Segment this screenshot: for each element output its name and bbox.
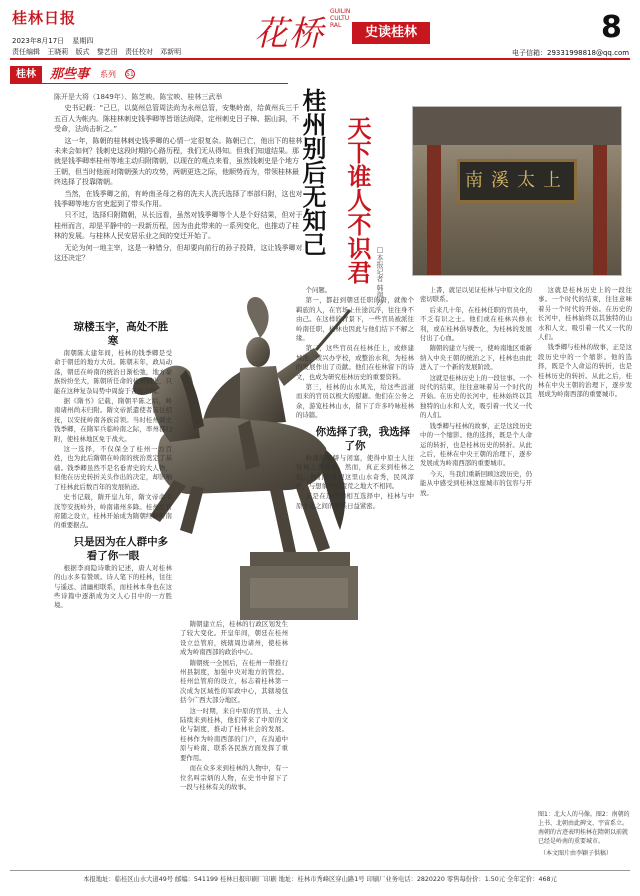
roof-eave	[413, 107, 621, 145]
intro-paragraph: 这一年，陈朝的桂林刺史钱季卿的心情一定很复杂。陈朝已亡，他出下的桂林未来会如何？钱刺史这段时期的心路历程，我们无从得知。但我们知道结果。那就是钱季卿率桂州等地主动归附隋朝，以现在的观点来看，虽然钱刺史是个地方王朝，但当时他面对隋朝强大的攻势，两朝更迭之际，他顺势而为，带领桂林最终选择了投靠隋朝。	[54, 136, 303, 187]
body-paragraph: 史书记载，隋开皇九年，隋文帝命韦洸等安抚岭外，岭南诸州多降。桂州总管府随之设立，桂林开始成为隋朝经略岭南的重要据点。	[54, 493, 172, 530]
newspaper-logo: 桂林日报	[12, 9, 77, 27]
body-paragraph: 今天，当我们重新回顾这段历史，仍能从中感受到桂林这座城市的包容与开放。	[420, 469, 532, 497]
photo-caption: 图1：北大人的马像。图2：南朝的上书、北朝由此碑文、宇宙系立。南朝的古迹表明桂林在隋朝以前就已经是岭南的重要城市。	[538, 811, 630, 845]
intro-paragraph: 当然，在钱季卿之前，有岭南圣母之称的冼夫人冼氏选择了率部归附，这也对钱季卿等地方官吏起到了带头作用。	[54, 189, 303, 209]
article-intro	[54, 92, 304, 265]
body-paragraph: 这一选择，不仅保全了桂州一方百姓，也为此后隋朝在岭南的统治奠定了基础。钱季卿虽然不是名垂青史的大人物，但他在历史转折关头作出的决定，却影响了桂林此后数百年的发展轨迹。	[54, 445, 172, 491]
section-title: 花桥	[254, 14, 324, 54]
staff-item: 责任编辑	[12, 48, 40, 56]
page-number: 8	[601, 10, 622, 45]
plaque-inscription: 南溪太上	[465, 170, 569, 191]
section-heading: 只是因为在人群中多看了你一眼	[73, 535, 169, 562]
body-paragraph: 第三，桂林的山水风光，给这些远道而来的官员以极大的慰藉。他们在公务之余，游览桂林山水，留下了许多吟咏桂林的诗篇。	[296, 383, 414, 420]
headline-sub: 天下谁人不识君	[343, 116, 372, 284]
section-english-title: GUILIN CULTURAL	[330, 8, 351, 29]
series-badge: 桂林	[10, 66, 42, 83]
masthead-divider	[10, 58, 630, 60]
body-paragraph: 这就是桂林历史上的一段往事。一个时代的结束，往往意味着另一个时代的开始。在历史的长河中，桂林始终以其独特的山水和人文，吸引着一代又一代的人们。	[420, 373, 532, 420]
body-paragraph: 而在众多来到桂林的人物中，有一位名叫宗炳的人物，在史书中留下了一段与桂林有关的故事。	[180, 764, 288, 791]
body-column-1	[54, 316, 172, 868]
body-paragraph: 这一时期，来自中原的官员、士人陆续来到桂林，他们带来了中原的文化与制度，推动了桂林社会的发展。桂林作为岭南西部的门户，在沟通中原与岭南、联系各民族方面发挥了重要作用。	[180, 706, 288, 762]
intro-paragraph: 史书记载：“己巳，以莫州总管周法尚为永州总管，安集岭南，给黄州兵三千五百人为帐内。陈桂林刺史钱季卿等皆诣法尚降，定州刺史吕子樟、据山洞，不受命，法尚击斩之。”	[54, 104, 300, 134]
intro-paragraph: 只不过，选择归附隋朝，从长远看，虽然对钱季卿等个人是个好结果，但对于桂州而言，却是平静中的一段新历程，因为由此带来的一系列变化，也推动了桂林的发展。与桂林人民安居乐业之间的变迁开始了。	[54, 211, 303, 241]
body-paragraph: 钱季卿与桂林的故事，正是这段历史中的一个缩影。他的选择，既是个人命运的转折，也是桂林历史的转折。从此之后，桂林在中央王朝的治理下，逐步发展成为岭南西部的重要城市。	[538, 343, 632, 399]
body-paragraph: 上書，就足以见证桂林与中原文化的密切联系。	[420, 286, 532, 304]
headline-main: 桂州别后无知己	[298, 88, 327, 256]
staff-item: 邓新明	[160, 48, 182, 56]
contact-email[interactable]: 电子信箱：29331998818@qq.com	[512, 49, 630, 57]
body-paragraph: 隋朝建立后，桂林的行政区划发生了较大变化。开皇年间，朝廷在桂州设立总管府，统辖周边诸州，使桂林成为岭南西部的政治中心。	[180, 620, 288, 657]
masthead	[0, 0, 640, 62]
body-paragraph: 第一，都赶到朝廷任职的唐，就像个羁旅的人，在官场上仕途沉浮，往往身不由己。在这样的背景下，一些官员被派往岭南任职，桂林也因此与他们结下不解之缘。	[296, 296, 414, 343]
body-paragraph: 正是在这样的相互选择中，桂林与中原文化之间的联系日益紧密。	[296, 492, 414, 510]
body-column-4	[420, 286, 532, 868]
staff-item: 黎艺田	[96, 48, 118, 56]
footer-info: 本报地址：临桂区山水大道49号 邮编：541199 桂林日报印刷厂印刷 地址：桂林市秀峰区穿山路1号 印刷厂业务电话：2820220 零售每份价：1.50元 全年定价：468元	[83, 876, 557, 883]
intro-paragraph: 无论为何一地主宰，这是一种错分，但却要向前行的孙子投降，这让钱季卿对这还决定？	[54, 243, 303, 263]
series-number: 51	[126, 71, 134, 78]
series-banner	[10, 66, 288, 84]
body-paragraph: 岭南的偏僻与闭塞，使得中原士人往往视之为畏途。然而，真正来到桂林之后，他们却发现这里山水奇秀，民风淳朴，与想象中的蛮荒之地大不相同。	[296, 453, 414, 490]
footer-divider	[10, 870, 630, 871]
staff-item: 版式	[75, 48, 90, 56]
date-text: 2023年8月17日	[12, 37, 65, 45]
publication-date	[12, 36, 99, 46]
body-paragraph: 第二，这些官员在桂林任上，或修建城池，或兴办学校，或整治水利，为桂林的发展作出了贡献。他们在桂林留下的诗文，也成为研究桂林历史的重要资料。	[296, 344, 414, 381]
series-subtitle: 系列	[100, 70, 116, 79]
body-column-5	[538, 286, 632, 804]
weekday-text: 星期四	[72, 37, 94, 45]
body-paragraph: 根据李商隐诗歌的记述，唐人对桂林的山水多有赞颂。诗人笔下的桂林，往往与遥远、清幽相联系，而桂林本身也在这些诗篇中逐渐成为文人心目中的一方胜境。	[54, 563, 172, 610]
body-paragraph: 隋朝统一全国后，在桂州一带推行州县制度，加强中央对地方的管控。桂州总管府的设立，标志着桂林第一次成为区域性的军政中心，其辖境包括今广西大部分地区。	[180, 658, 288, 705]
byline: □本报记者 韩润沙	[376, 246, 384, 306]
column-tag: 史读桂林	[352, 22, 430, 44]
staff-item: 责任校对	[124, 48, 153, 56]
body-paragraph: 南朝陈太建年间，桂林的钱季卿是受命于朝廷的地方大员。陈朝末年，政局动荡，朝廷在岭南的统治日渐松弛，地方豪族纷纷坐大，陈朝所任命的桂州刺史，只能在这种复杂局势中周旋于各方之间。	[54, 349, 172, 395]
plaque-photo	[412, 106, 622, 276]
body-paragraph: 后来几十年，在桂林任职的官员中，不乏有识之士。他们或在桂林兴修水利，或在桂林倡导教化，为桂林的发展付出了心血。	[420, 305, 532, 343]
staff-credits	[12, 47, 186, 57]
intro-quote: 陈开是大将（1849年）、陈芝映、陈宝映、桂林三武举	[54, 93, 223, 101]
pillar-left	[427, 145, 441, 276]
body-paragraph: 据《隋书》记载，隋朝平陈之后，岭南诸州尚未归附。隋文帝派遣使者前往招抚，以安抚岭南各族首领。当时桂州刺史钱季卿，在隋军兵临岭南之际，率州郡归附，使桂林地区免于战火。	[54, 397, 172, 443]
body-paragraph: 钱季卿与桂林的故事，正是这段历史中的一个缩影。他的选择，既是个人命运的转折，也是桂林历史的转折。从此之后，桂林在中央王朝的治理下，逐步发展成为岭南西部的重要城市。	[420, 421, 532, 468]
pillar-right	[593, 145, 607, 276]
body-column-3	[296, 286, 414, 868]
body-paragraph: 隋朝的建立与统一，使岭南地区重新纳入中央王朝的统治之下，桂林也由此进入了一个新的发展阶段。	[420, 344, 532, 372]
photo-source: （本文图片由李颖子供稿）	[540, 850, 613, 857]
section-heading: 你选择了我，我选择了你	[315, 425, 411, 452]
staff-item: 王晓莉	[47, 48, 69, 56]
body-paragraph: 这就是桂林历史上的一段往事。一个时代的结束，往往意味着另一个时代的开始。在历史的长河中，桂林始终以其独特的山水和人文，吸引着一代又一代的人们。	[538, 286, 632, 342]
wooden-plaque	[457, 159, 577, 203]
section-heading: 琼楼玉宇，高处不胜寒	[73, 321, 169, 347]
body-paragraph: 个问题。	[305, 286, 332, 294]
series-title: 那些事	[50, 67, 90, 82]
body-column-2	[180, 620, 288, 868]
